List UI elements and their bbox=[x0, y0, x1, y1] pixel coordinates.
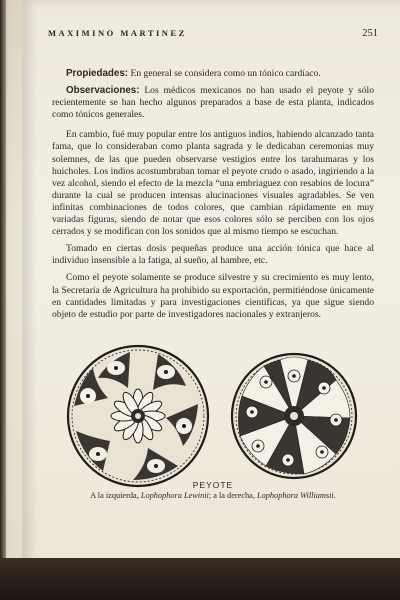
body-text bbox=[52, 68, 374, 326]
caption-end: . bbox=[333, 491, 336, 500]
caption-left-species: Lophophora Lewinii bbox=[140, 491, 209, 500]
observations-text: Los médicos mexicanos no han usado el peyote y sólo recientemente se han hecho algunos preparados a base de esta planta, indicados como tónicos generales. bbox=[52, 85, 374, 121]
observations-label: Observaciones: bbox=[66, 85, 140, 97]
paragraph-dosage: Tomado en ciertas dosis pequeñas produce una acción tónica que hace al individuo insensible a la fatiga, al sueño, al hambre, etc. bbox=[52, 243, 374, 267]
running-head-author: MAXIMINO MARTINEZ bbox=[48, 28, 187, 38]
figure-title: PEYOTE bbox=[192, 480, 234, 490]
paragraph-properties bbox=[52, 68, 374, 80]
figure-caption bbox=[48, 480, 378, 500]
caption-right-species: Lophophora Williamsii bbox=[256, 491, 334, 500]
page-number: 251 bbox=[362, 28, 378, 39]
caption-left-label: A la izquierda, bbox=[90, 491, 141, 500]
paragraph-history: En cambio, fué muy popular entre los antiguos indios, habiendo alcanzado tanta fama, que lo consideraban como planta sagrada y le dedicaban ceremonias muy solemnes, de las que pueden observarse vestigios entre los tarahumaras y los huicholes. Los indios acostumbraban tomar el peyote crudo o asado, ingiriendo a la vez alcohol, siendo el efecto de la mezcla “una embriaguez con resabios de locura” durante la cual se producen intensas alucinaciones visuales agradables. Se ven infinitas combinaciones de todos colores, que cambian rápidamente en muy variadas figuras, siendo de notar que esos colores sólo se perciben con los ojos cerrados y se modifican con los sonidos que al mismo tiempo se escuchan. bbox=[52, 129, 374, 238]
lophophora-lewinii-drawing bbox=[68, 346, 208, 486]
paragraph-regulation: Como el peyote solamente se produce silvestre y su crecimiento es muy lento, la Secretaría de Agricultura ha prohibido su exportación, permitiéndose únicamente en cantidades limitadas y para investigaciones científicas, ya que sigue siendo objeto de estudio por parte de investigadores nacionales y extranjeros. bbox=[52, 272, 374, 320]
peyote-illustration bbox=[58, 338, 374, 498]
caption-right-label: ; a la derecha, bbox=[208, 491, 257, 500]
properties-label: Propiedades: bbox=[66, 68, 129, 79]
running-head bbox=[48, 28, 380, 44]
lophophora-williamsii-drawing bbox=[232, 354, 356, 478]
previous-page-edge bbox=[6, 0, 22, 600]
properties-text: En general se considera como un tónico cardíaco. bbox=[128, 68, 321, 79]
paragraph-observations bbox=[52, 85, 374, 121]
table-surface-bottom bbox=[0, 558, 400, 600]
figure-caption-text bbox=[48, 491, 378, 500]
